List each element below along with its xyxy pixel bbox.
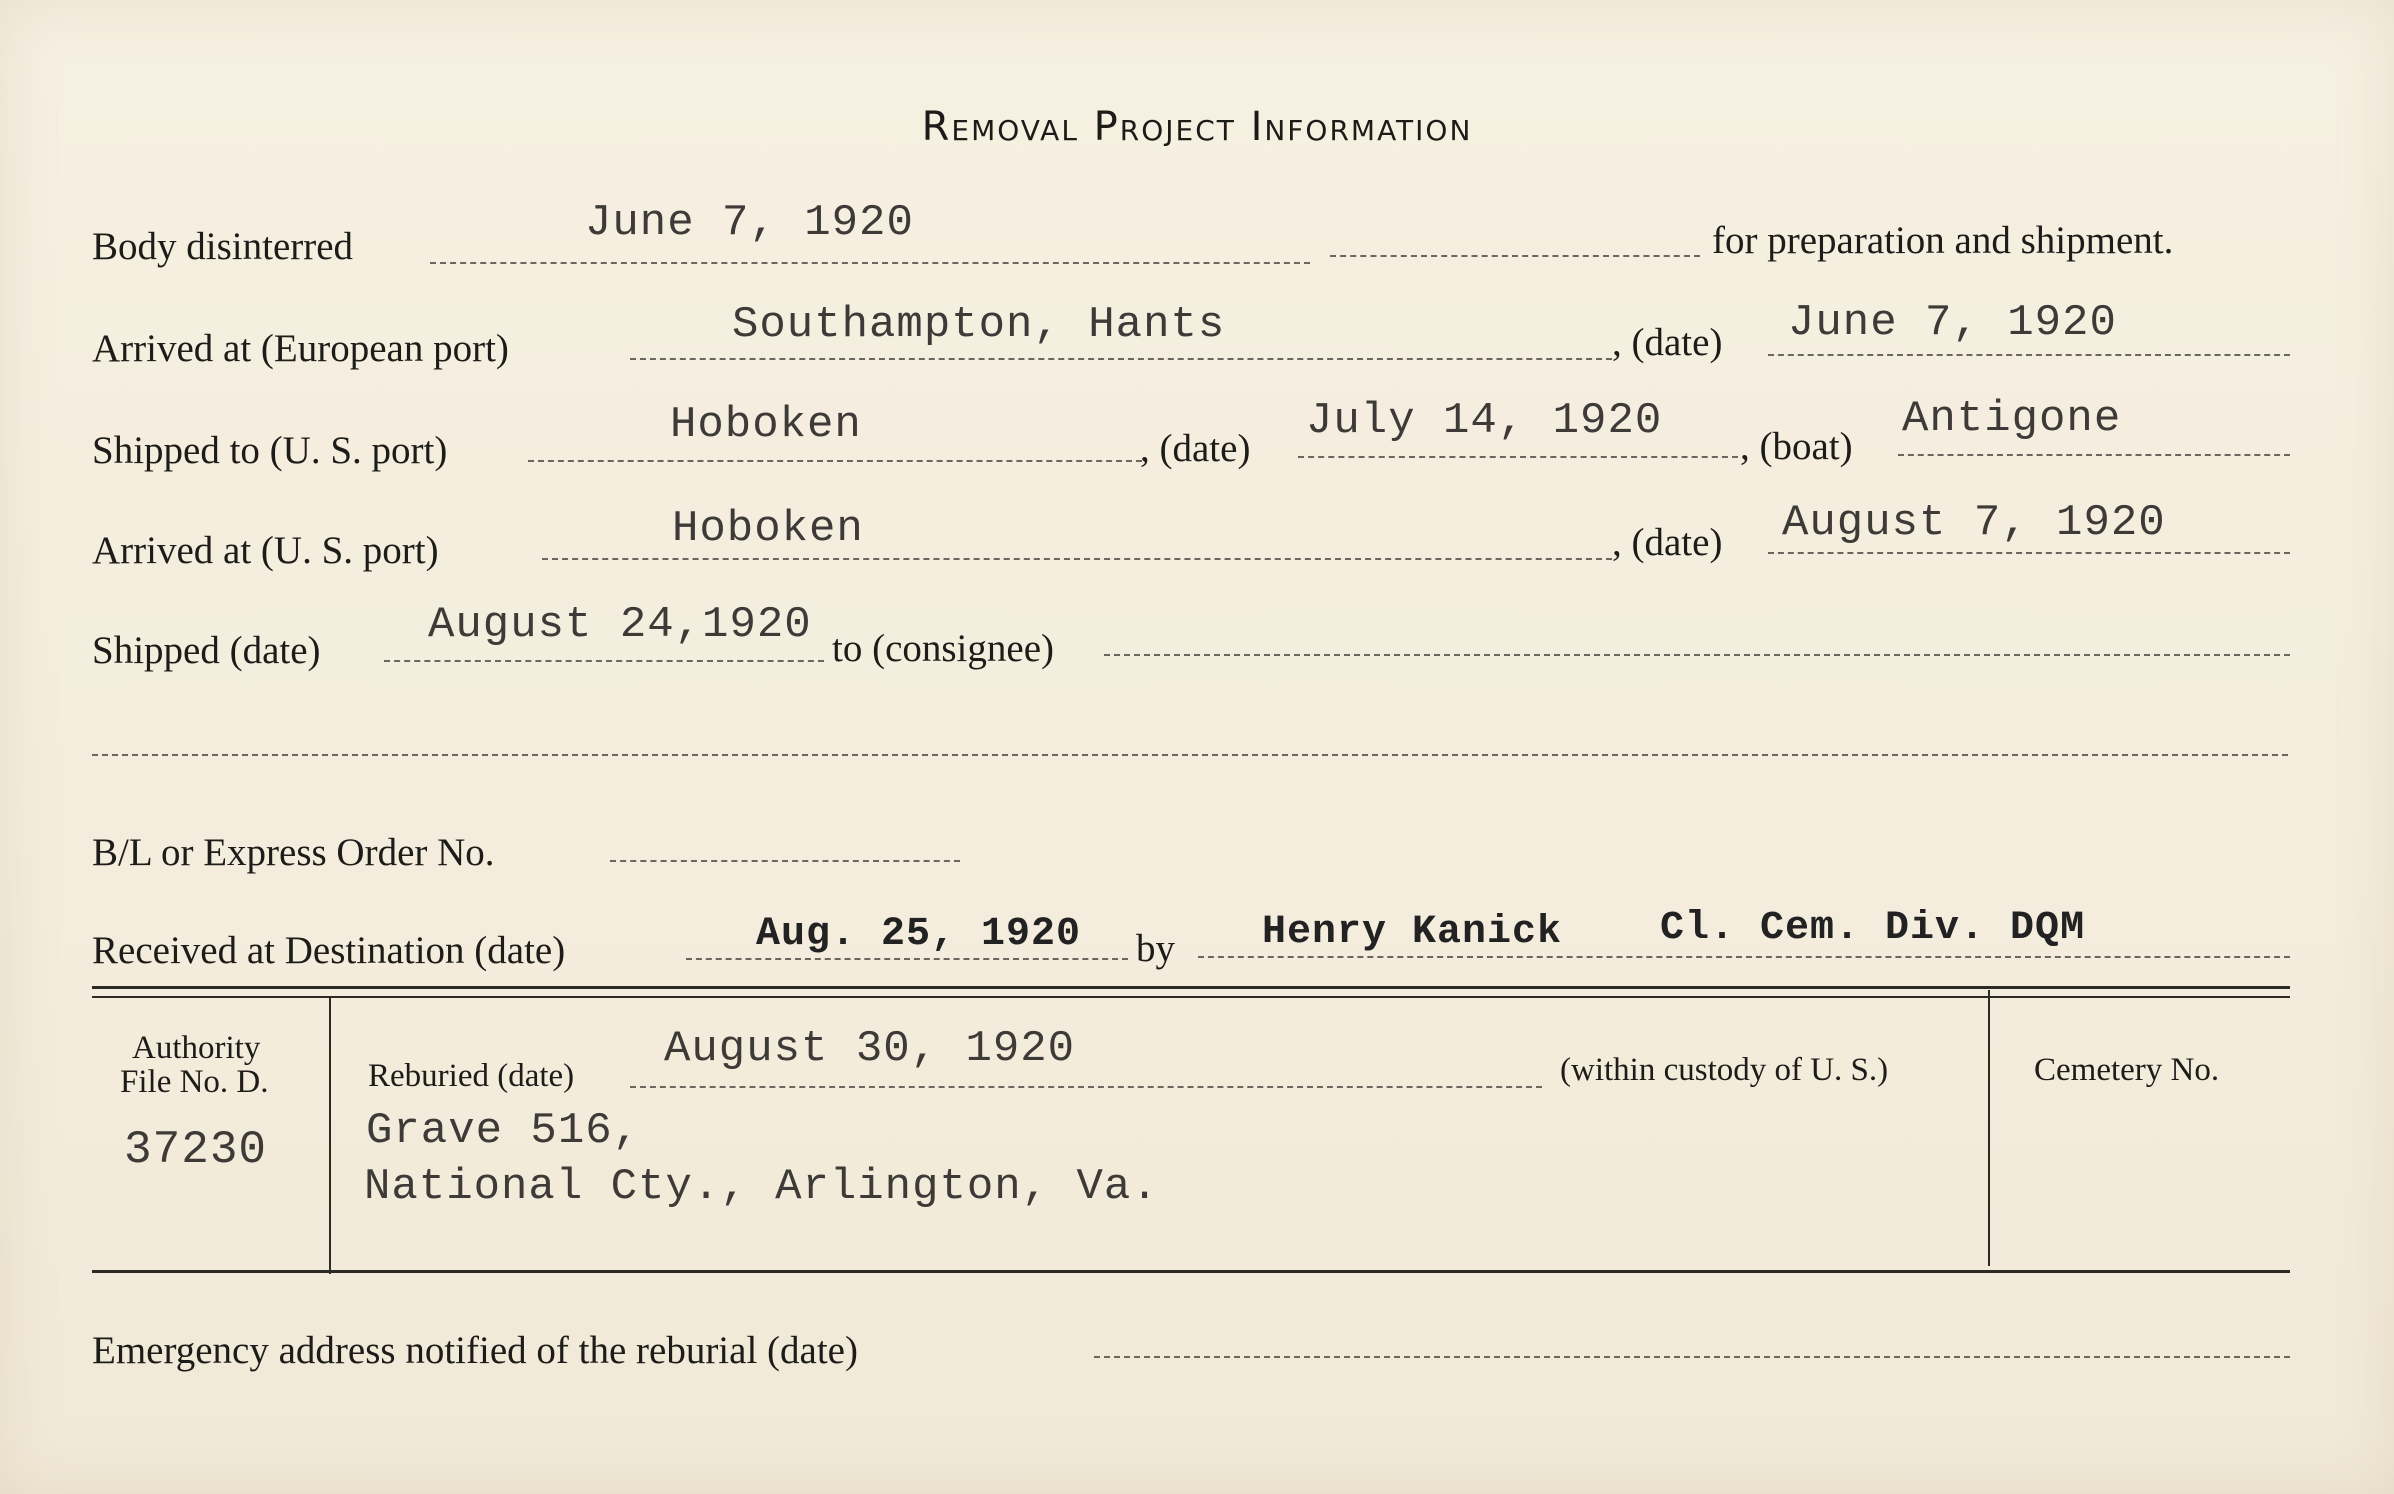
disinterred-label: Body disinterred [92, 225, 354, 268]
european-port-date-value: June 7, 1920 [1788, 298, 2117, 348]
reburied-line [630, 1086, 1542, 1088]
arrived-us-date-line [1768, 552, 2290, 554]
shipped-date-value: August 24,1920 [428, 600, 812, 650]
received-by-line [1198, 956, 2290, 958]
disinterred-line-2 [1330, 255, 1700, 257]
shipped-us-label: Shipped to (U. S. port) [92, 429, 448, 472]
shipped-date-line [384, 660, 824, 662]
reburied-label: Reburied (date) [368, 1058, 575, 1094]
received-label: Received at Destination (date) [92, 929, 566, 972]
received-by-value: Henry Kanick [1262, 910, 1563, 955]
authority-file-number: 37230 [124, 1124, 268, 1176]
box-divider-left [329, 998, 331, 1274]
bl-label: B/L or Express Order No. [92, 831, 495, 874]
emergency-line [1094, 1356, 2290, 1358]
disinterred-line-1 [430, 262, 1310, 264]
authority-label-1: Authority [132, 1030, 261, 1066]
european-port-value: Southampton, Hants [732, 300, 1226, 350]
european-port-date-label: , (date) [1612, 321, 1723, 364]
grave-line-2: National Cty., Arlington, Va. [364, 1162, 1159, 1212]
shipped-us-date-line [1298, 456, 1738, 458]
european-port-date-line [1768, 354, 2290, 356]
shipped-us-line [528, 460, 1142, 462]
received-by-label: by [1136, 927, 1175, 970]
reburied-value: August 30, 1920 [664, 1024, 1076, 1074]
box-top-rule-1 [92, 986, 2290, 989]
consignee-label: to (consignee) [832, 627, 1055, 670]
arrived-us-label: Arrived at (U. S. port) [92, 529, 439, 572]
european-port-label: Arrived at (European port) [92, 327, 509, 370]
grave-line-1: Grave 516, [366, 1106, 641, 1156]
received-date-value: Aug. 25, 1920 [756, 912, 1082, 957]
authority-label-2: File No. D. [120, 1064, 269, 1100]
box-bottom-rule [92, 1270, 2290, 1273]
shipped-us-value: Hoboken [670, 400, 862, 450]
arrived-us-line [542, 558, 1612, 560]
european-port-line [630, 358, 1612, 360]
received-date-line [686, 958, 1128, 960]
shipped-us-boat-label: , (boat) [1740, 425, 1853, 468]
bl-line [610, 860, 960, 862]
consignee-continuation-line [92, 754, 2288, 756]
shipped-date-label: Shipped (date) [92, 629, 321, 672]
arrived-us-value: Hoboken [672, 504, 864, 554]
shipped-us-boat-line [1898, 454, 2290, 456]
emergency-label: Emergency address notified of the reburial (date) [92, 1329, 858, 1372]
consignee-line [1104, 654, 2290, 656]
custody-label: (within custody of U. S.) [1560, 1052, 1889, 1088]
box-top-rule-2 [92, 996, 2290, 998]
card-title: Removal Project Information [921, 104, 1473, 150]
received-division: Cl. Cem. Div. DQM [1660, 906, 2086, 951]
disinterred-value: June 7, 1920 [585, 198, 914, 248]
arrived-us-date-label: , (date) [1612, 521, 1723, 564]
shipped-us-date-label: , (date) [1140, 427, 1251, 470]
arrived-us-date-value: August 7, 1920 [1782, 498, 2166, 548]
box-divider-right [1988, 990, 1990, 1266]
disinterred-suffix: for preparation and shipment. [1712, 219, 2174, 262]
shipped-us-boat-value: Antigone [1902, 394, 2122, 444]
cemetery-number-label: Cemetery No. [2034, 1052, 2220, 1088]
shipped-us-date-value: July 14, 1920 [1306, 396, 1663, 446]
